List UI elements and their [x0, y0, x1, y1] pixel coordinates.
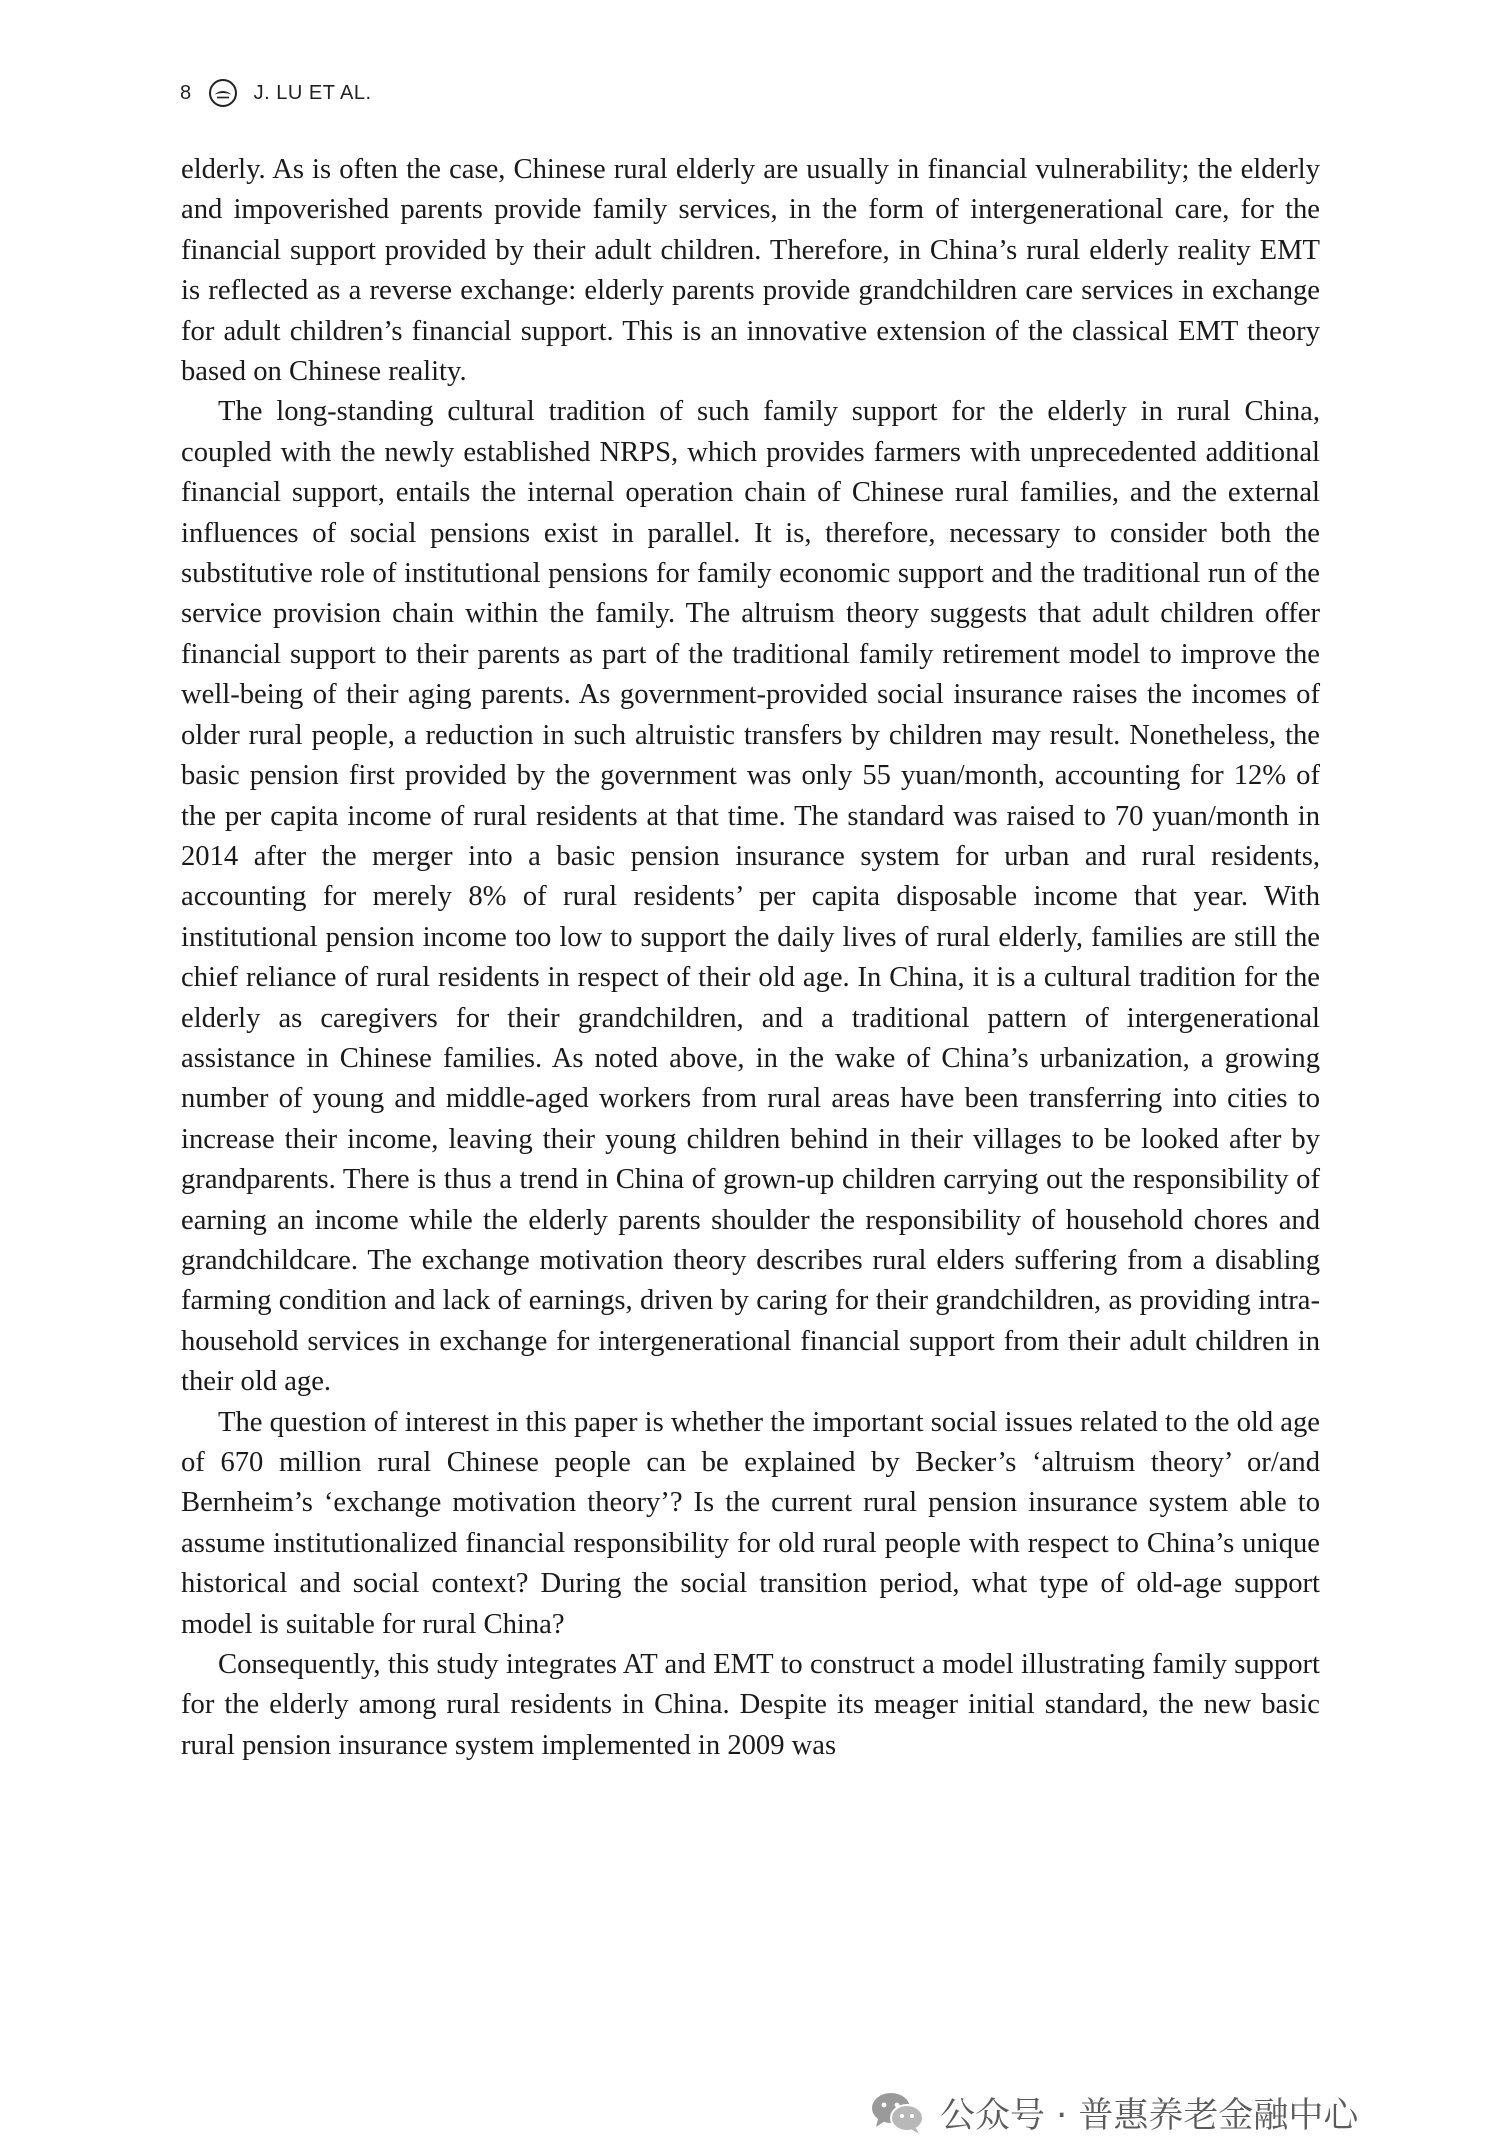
paragraph: The question of interest in this paper is whether the important social issues related to the old age of 670 million rural Chinese people can be explained by Becker’s ‘altruism theory’ or/and Bernheim’s ‘exchange motivation theory’? Is the current rural pension insurance system able to assume institutionalized financial responsibility for old rural people with respect to China’s unique historical and social context? During the social transition period, what type of old-age support model is suitable for rural China?	[181, 1406, 1320, 1640]
journal-logo-icon	[208, 78, 238, 108]
watermark	[870, 2086, 1358, 2140]
paragraph: Consequently, this study integrates AT and EMT to construct a model illustrating family support for the elderly among rural residents in China. Despite its meager initial standard, the new basic rural pension insurance system implemented in 2009 was	[181, 1649, 1320, 1761]
article-body	[181, 150, 1320, 1766]
running-title: J. LU ET AL.	[253, 81, 372, 104]
page-number: 8	[180, 81, 192, 104]
paragraph: elderly. As is often the case, Chinese rural elderly are usually in financial vulnerability; the elderly and impoverished parents provide family services, in the form of intergenerational care, for the financial support provided by their adult children. Therefore, in China’s rural elderly reality EMT is reflected as a reverse exchange: elderly parents provide grandchildren care services in exchange for adult children’s financial support. This is an innovative extension of the classical EMT theory based on Chinese reality.	[181, 154, 1320, 388]
paragraph: The long-standing cultural tradition of such family support for the elderly in rural China, coupled with the newly established NRPS, which provides farmers with unprecedented additional financial support, entails the internal operation chain of Chinese rural families, and the external influences of social pensions exist in parallel. It is, therefore, necessary to consider both the substitutive role of institutional pensions for family economic support and the traditional run of the service provision chain within the family. The altruism theory suggests that adult children offer financial support to their parents as part of the traditional family retirement model to improve the well-being of their aging parents. As government-provided social insurance raises the incomes of older rural people, a reduction in such altruistic transfers by children may result. Nonetheless, the basic pension first provided by the government was only 55 yuan/month, accounting for 12% of the per capita income of rural residents at that time. The standard was raised to 70 yuan/month in 2014 after the merger into a basic pension insurance system for urban and rural residents, accounting for merely 8% of rural residents’ per capita disposable income that year. With institutional pension income too low to support the daily lives of rural elderly, families are still the chief reliance of rural residents in respect of their old age. In China, it is a cultural tradition for the elderly as caregivers for their grandchildren, and a traditional pattern of intergenerational assistance in Chinese families. As noted above, in the wake of China’s urbanization, a growing number of young and middle-aged workers from rural areas have been transferring into cities to increase their income, leaving their young children behind in their villages to be looked after by grandparents. There is thus a trend in China of grown-up children carrying out the responsibility of earning an income while the elderly parents shoulder the responsibility of household chores and grandchildcare. The exchange motivation theory describes rural elders suffering from a disabling farming condition and lack of earnings, driven by caring for their grandchildren, as providing intra-household services in exchange for intergenerational financial support from their adult children in their old age.	[181, 396, 1320, 1398]
watermark-text: 公众号 · 普惠养老金融中心	[940, 2096, 1359, 2136]
wechat-icon	[870, 2090, 926, 2136]
running-head	[180, 78, 372, 108]
